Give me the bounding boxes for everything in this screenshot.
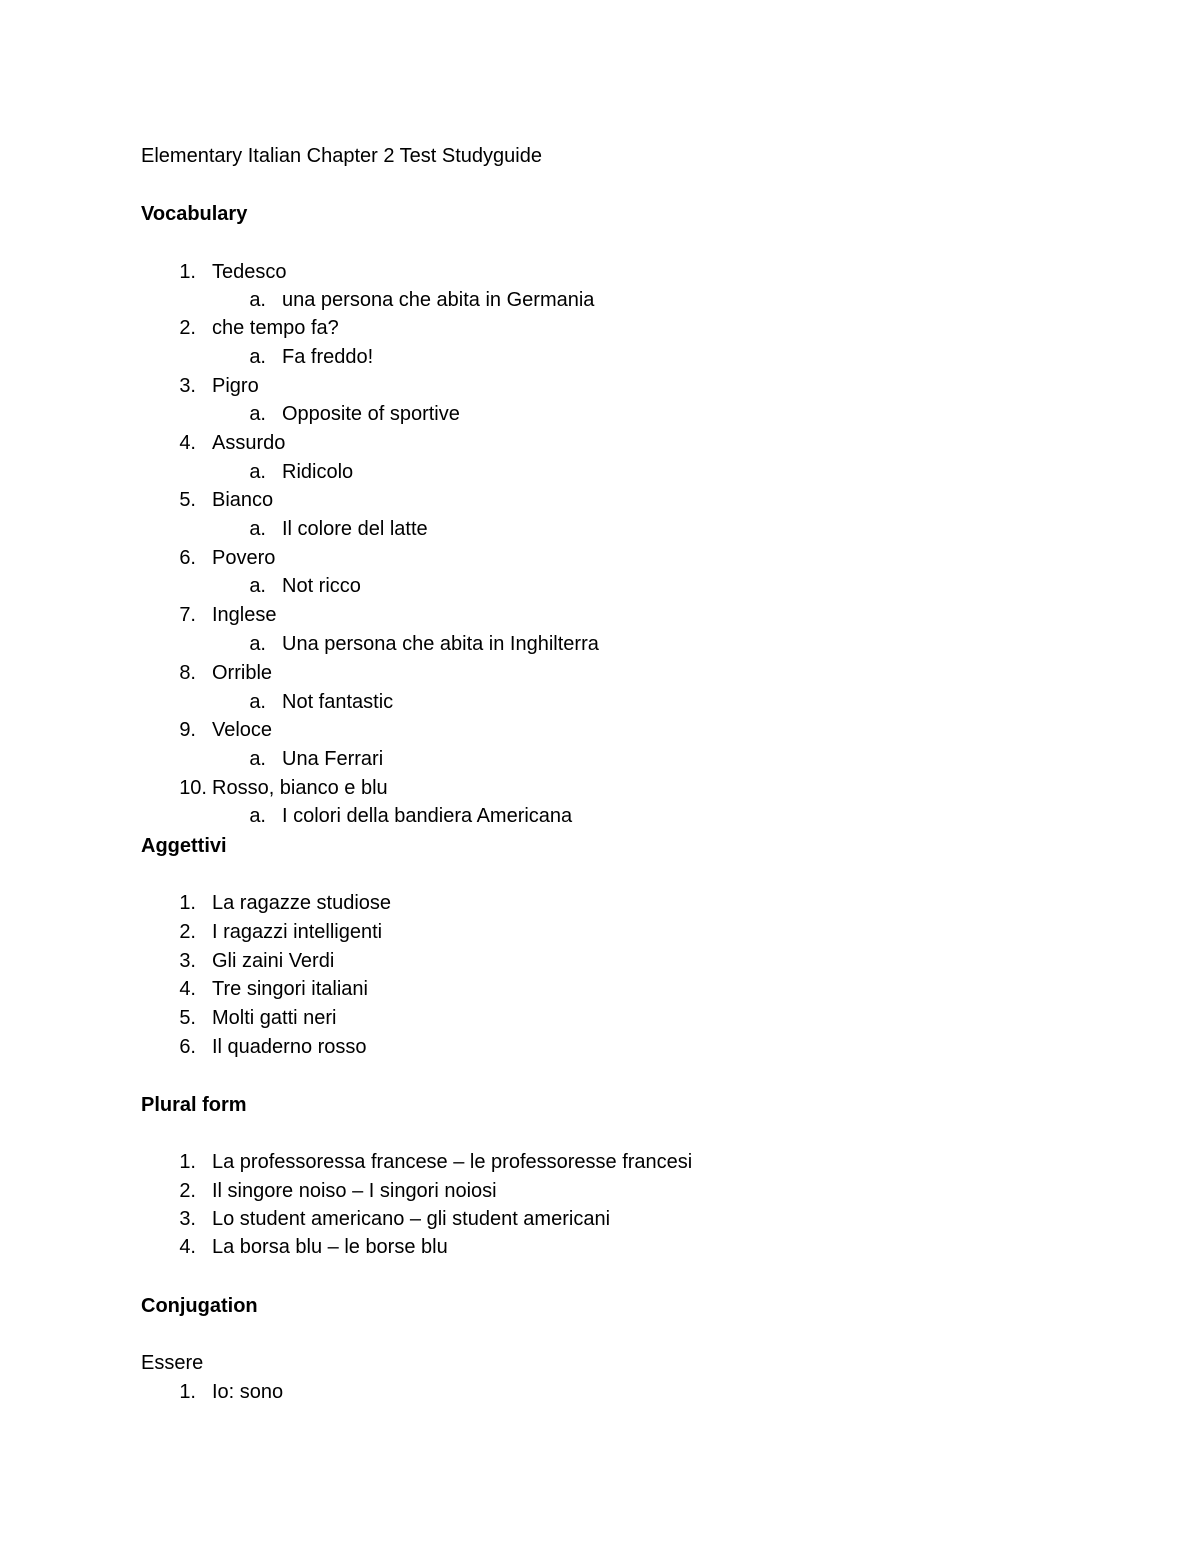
vocab-term: Bianco [212,489,274,511]
sub-item-letter: a. [249,575,266,597]
list-item-number: 4. [179,978,196,1000]
vocab-term: Rosso, bianco e blu [212,777,388,799]
vocab-definition: una persona che abita in Germania [282,289,595,311]
verb-heading: Essere [141,1352,204,1374]
list-item-number: 3. [179,375,196,397]
list-item-number: 2. [179,921,196,943]
vocab-definition: Una Ferrari [282,748,384,770]
sub-item-letter: a. [249,461,266,483]
section-heading-conjugation: Conjugation [141,1295,258,1317]
sub-item-letter: a. [249,403,266,425]
sub-item-letter: a. [249,633,266,655]
vocab-term: che tempo fa? [212,317,339,339]
list-item-number: 1. [179,1151,196,1173]
list-item-number: 6. [179,547,196,569]
list-item: Lo student americano – gli student americani [212,1208,611,1230]
vocab-definition: Fa freddo! [282,346,374,368]
list-item-number: 1. [179,892,196,914]
list-item-number: 10. [179,777,207,799]
sub-item-letter: a. [249,289,266,311]
vocab-definition: Not ricco [282,575,361,597]
sub-item-letter: a. [249,805,266,827]
vocab-term: Orrible [212,662,273,684]
list-item-number: 2. [179,1180,196,1202]
document-title: Elementary Italian Chapter 2 Test Studyguide [141,145,542,167]
list-item-number: 1. [179,261,196,283]
list-item-number: 3. [179,1208,196,1230]
list-item-number: 6. [179,1036,196,1058]
section-heading-plural-form: Plural form [141,1094,247,1116]
list-item-number: 1. [179,1381,196,1403]
vocab-term: Assurdo [212,432,286,454]
list-item: La professoressa francese – le professoresse francesi [212,1151,693,1173]
list-item: Tre singori italiani [212,978,368,1000]
list-item-number: 8. [179,662,196,684]
list-item-number: 7. [179,604,196,626]
list-item: Il singore noiso – I singori noiosi [212,1180,497,1202]
list-item-number: 5. [179,1007,196,1029]
list-item: La ragazze studiose [212,892,392,914]
vocab-definition: Not fantastic [282,691,394,713]
vocab-term: Veloce [212,719,273,741]
section-heading-vocabulary: Vocabulary [141,203,248,225]
vocab-term: Pigro [212,375,259,397]
list-item-number: 4. [179,1236,196,1258]
list-item: La borsa blu – le borse blu [212,1236,448,1258]
list-item-number: 3. [179,950,196,972]
section-heading-aggettivi: Aggettivi [141,835,227,857]
vocab-definition: Una persona che abita in Inghilterra [282,633,599,655]
vocab-term: Inglese [212,604,277,626]
vocab-definition: Opposite of sportive [282,403,460,425]
list-item: Io: sono [212,1381,284,1403]
list-item-number: 9. [179,719,196,741]
vocab-definition: Il colore del latte [282,518,428,540]
vocab-definition: Ridicolo [282,461,354,483]
sub-item-letter: a. [249,748,266,770]
vocab-term: Tedesco [212,261,287,283]
list-item: Il quaderno rosso [212,1036,367,1058]
vocab-term: Povero [212,547,276,569]
sub-item-letter: a. [249,346,266,368]
list-item: I ragazzi intelligenti [212,921,383,943]
sub-item-letter: a. [249,518,266,540]
sub-item-letter: a. [249,691,266,713]
list-item-number: 5. [179,489,196,511]
list-item: Molti gatti neri [212,1007,337,1029]
vocab-definition: I colori della bandiera Americana [282,805,573,827]
list-item-number: 4. [179,432,196,454]
list-item: Gli zaini Verdi [212,950,335,972]
list-item-number: 2. [179,317,196,339]
